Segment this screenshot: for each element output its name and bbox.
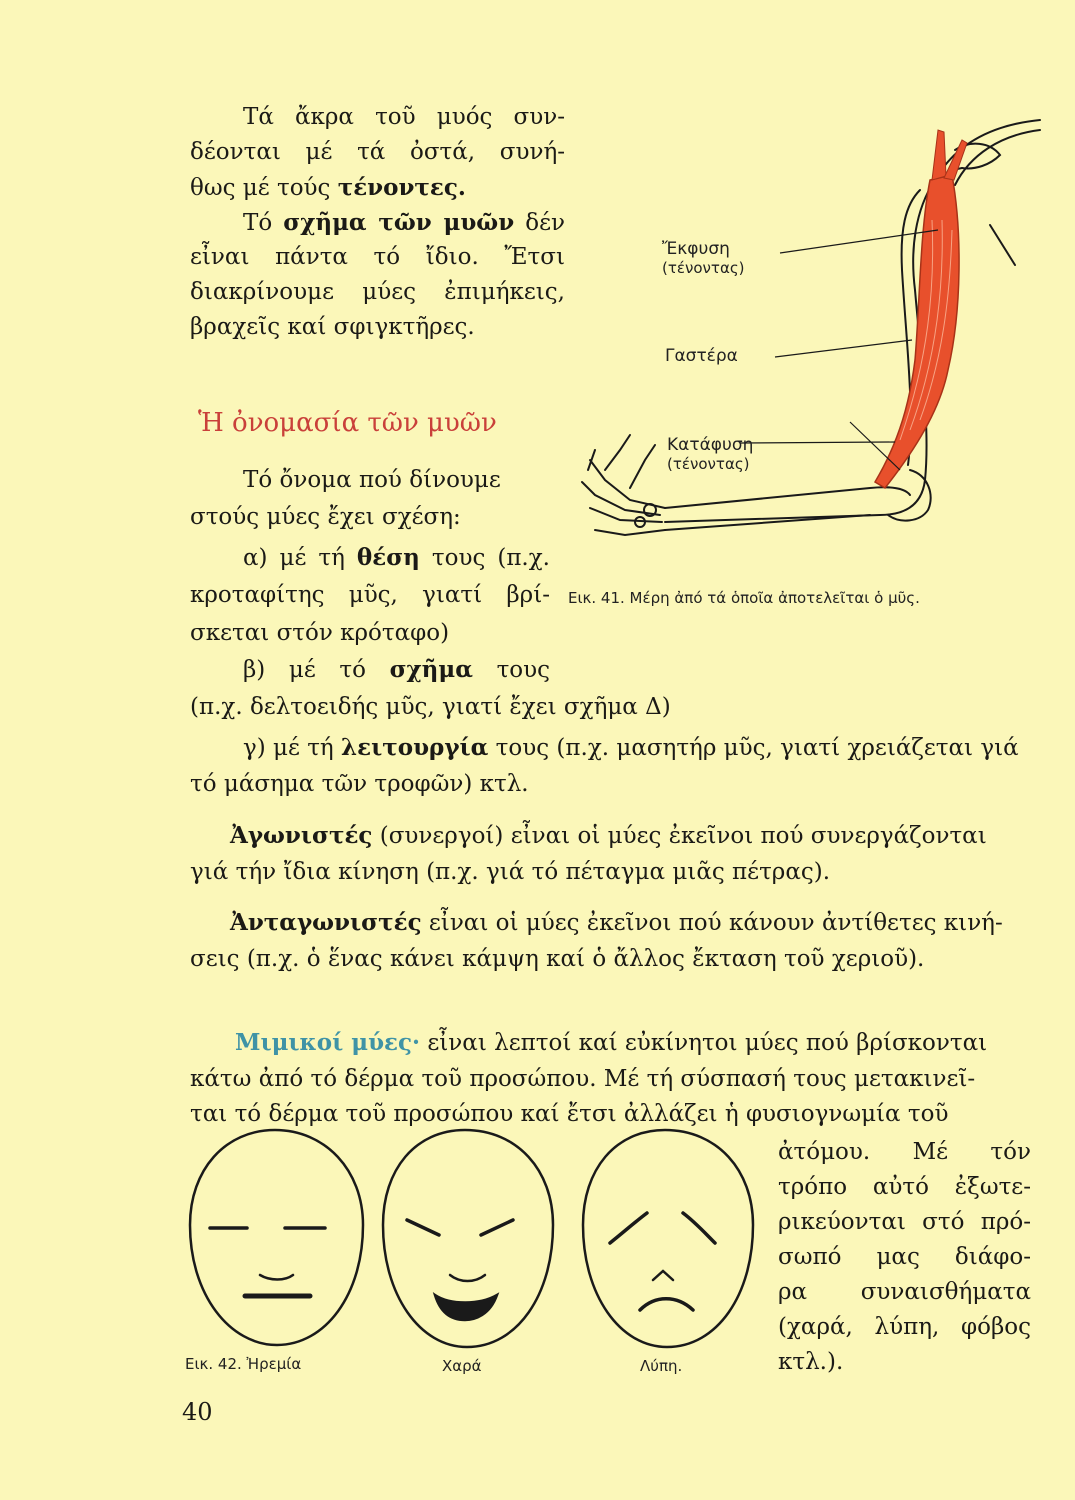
term-mimic-muscles: Μιμικοί μύες· bbox=[235, 1029, 421, 1056]
label-insertion bbox=[667, 436, 753, 474]
term-function: λειτουργία bbox=[341, 734, 489, 761]
text-span: β) μέ τό bbox=[243, 657, 390, 683]
text-span: τους bbox=[472, 657, 550, 683]
tendon-origin bbox=[932, 130, 946, 180]
eye-joy bbox=[481, 1220, 513, 1235]
term-muscle-shape: σχῆμα τῶν μυῶν bbox=[283, 209, 515, 236]
label-belly: Γαστέρα bbox=[665, 346, 738, 366]
text-line: στούς μύες ἔχει σχέση: bbox=[190, 504, 461, 530]
nose-joy bbox=[450, 1275, 485, 1281]
text-span: Τό bbox=[243, 210, 284, 236]
text-line bbox=[230, 905, 1003, 941]
text-line: κτλ.). bbox=[778, 1349, 844, 1375]
page-number: 40 bbox=[182, 1398, 213, 1426]
figure-42-caption: Εικ. 42. Ἠρεμία bbox=[185, 1355, 302, 1373]
hand-bones bbox=[590, 460, 665, 508]
text-line bbox=[243, 540, 550, 576]
text-span: θως μέ τούς bbox=[190, 175, 338, 201]
text-line bbox=[190, 170, 565, 206]
text-span: εἶναι οἱ μύες ἐκεῖνοι πού κάνουν ἀντίθετες κινή- bbox=[421, 910, 1003, 936]
figure-41-caption: Εικ. 41. Μέρη ἀπό τά ὁποῖα ἀποτελεῖται ὁ μῦς. bbox=[568, 589, 920, 607]
text-line: διακρίνουμε μύες ἐπιμήκεις, bbox=[190, 279, 565, 305]
text-line bbox=[243, 730, 1019, 766]
term-shape: σχῆμα bbox=[389, 656, 473, 683]
text-line bbox=[230, 818, 987, 854]
nose-calm bbox=[260, 1275, 293, 1280]
forearm-bone bbox=[665, 515, 870, 530]
tendon-origin bbox=[944, 140, 967, 180]
text-line: σωπό μας διάφο- bbox=[778, 1244, 1031, 1270]
text-line: ρα συναισθήματα bbox=[778, 1279, 1031, 1305]
text-line: (χαρά, λύπη, φόβος bbox=[778, 1314, 1031, 1340]
text-line bbox=[243, 652, 550, 688]
text-line: εἶναι πάντα τό ἴδιο. Ἔτσι bbox=[190, 244, 565, 270]
text-line: ἀτόμου. Μέ τόν bbox=[778, 1139, 1031, 1165]
text-line: ται τό δέρμα τοῦ προσώπου καί ἔτσι ἀλλάζει ἡ φυσιογνωμία τοῦ bbox=[190, 1101, 949, 1127]
term-tendons: τένοντες. bbox=[337, 174, 466, 201]
term-antagonists: Ἀνταγωνιστές bbox=[230, 909, 422, 936]
face-sadness bbox=[583, 1130, 753, 1347]
text-line: κάτω ἀπό τό δέρμα τοῦ προσώπου. Μέ τή σύσπασή τους μετακινεῖ- bbox=[190, 1066, 976, 1092]
text-line: κροταφίτης μῦς, γιατί βρί- bbox=[190, 582, 550, 608]
forearm-bone bbox=[665, 487, 910, 508]
mouth-joy bbox=[435, 1295, 497, 1320]
text-span: τους (π.χ. bbox=[419, 545, 550, 571]
hand-bones bbox=[630, 445, 655, 488]
text-line: βραχεῖς καί σφιγκτῆρες. bbox=[190, 314, 475, 340]
eye-sadness bbox=[683, 1213, 715, 1243]
text-line bbox=[235, 1025, 987, 1061]
text-span: τους (π.χ. μασητήρ μῦς, γιατί χρειάζεται γιά bbox=[488, 735, 1019, 761]
label-text: (τένοντας) bbox=[662, 259, 745, 277]
nose-sadness bbox=[653, 1271, 673, 1280]
text-line: Τό ὄνομα πού δίνουμε bbox=[243, 467, 501, 493]
text-line: τρόπο αὐτό ἐξωτε- bbox=[778, 1174, 1031, 1200]
label-text: Κατάφυση bbox=[667, 435, 754, 455]
label-origin bbox=[662, 240, 745, 278]
text-line: ρικεύονται στό πρό- bbox=[778, 1209, 1031, 1235]
caption-joy: Χαρά bbox=[442, 1357, 482, 1375]
text-line: σκεται στόν κρόταφο) bbox=[190, 620, 450, 646]
figure-41-arm-muscle bbox=[570, 110, 1050, 550]
text-span: εἶναι λεπτοί καί εὐκίνητοι μύες πού βρίσκονται bbox=[420, 1030, 988, 1056]
mouth-sadness bbox=[640, 1299, 693, 1310]
joint-outline bbox=[990, 225, 1015, 265]
text-line: τό μάσημα τῶν τροφῶν) κτλ. bbox=[190, 771, 529, 797]
text-line bbox=[243, 205, 565, 241]
section-heading: Ἡ ὀνομασία τῶν μυῶν bbox=[198, 408, 497, 438]
caption-sadness: Λύπη. bbox=[640, 1357, 683, 1375]
leader-line bbox=[775, 340, 912, 357]
figure-42-faces bbox=[185, 1125, 765, 1355]
text-span: α) μέ τή bbox=[243, 545, 357, 571]
text-line: (π.χ. δελτοειδής μῦς, γιατί ἔχει σχῆμα Δ) bbox=[190, 694, 671, 720]
text-line: γιά τήν ἴδια κίνηση (π.χ. γιά τό πέταγμα μιᾶς πέτρας). bbox=[190, 859, 831, 885]
label-text: (τένοντας) bbox=[667, 455, 750, 473]
text-span: δέν bbox=[514, 210, 566, 236]
text-line: σεις (π.χ. ὁ ἕνας κάνει κάμψη καί ὁ ἄλλος ἔκταση τοῦ χεριοῦ). bbox=[190, 946, 925, 972]
text-span: γ) μέ τή bbox=[243, 735, 342, 761]
text-line: Τά ἄκρα τοῦ μυός συν- bbox=[243, 104, 565, 130]
label-text: Ἔκφυση bbox=[662, 239, 730, 259]
text-span: (συνεργοί) εἶναι οἱ μύες ἐκεῖνοι πού συνεργάζονται bbox=[372, 823, 987, 849]
face-calm bbox=[190, 1130, 363, 1345]
term-position: θέση bbox=[356, 544, 420, 571]
text-line: δέονται μέ τά ὀστά, συνή- bbox=[190, 139, 565, 165]
hand-bones bbox=[605, 435, 630, 470]
term-agonists: Ἀγωνιστές bbox=[230, 822, 373, 849]
eye-sadness bbox=[610, 1213, 647, 1243]
hand-bones bbox=[595, 530, 665, 535]
eye-joy bbox=[407, 1220, 439, 1235]
